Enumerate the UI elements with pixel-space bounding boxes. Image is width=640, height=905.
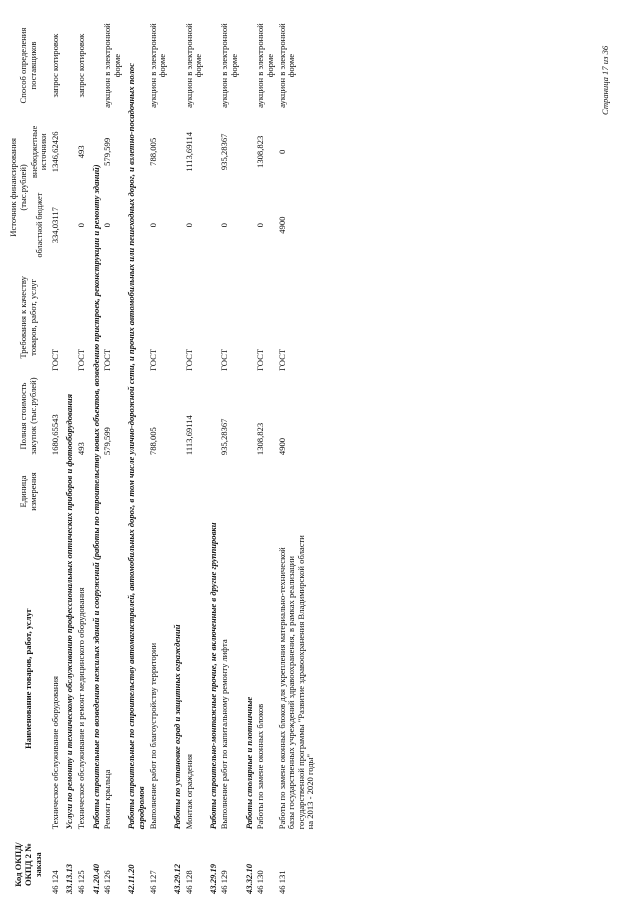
row-regional: 0 — [255, 223, 266, 228]
header-funding: Источник финансирования (тыс.рублей) — [8, 138, 28, 237]
row-name: Выполнение работ по капитальному ремонту лифта — [219, 639, 230, 830]
row-code: 46 127 — [147, 870, 158, 894]
header-quality: Требования к качеству товаров, работ, услуг — [18, 276, 38, 359]
row-method: аукцион в электронной форме — [147, 23, 168, 108]
procurement-table — [8, 17, 317, 897]
row-unit — [184, 458, 205, 525]
row-name: Техническое обслуживание и ремонт медицинского оборудования — [75, 587, 86, 830]
row-extra: 579,599 — [102, 137, 113, 166]
header-name: Наименование товаров, работ, услуг — [23, 608, 33, 749]
row-total: 1308,823 — [255, 422, 266, 456]
row-total: 788,005 — [147, 427, 158, 456]
section-row — [241, 17, 256, 897]
section-title: Работы строительные по возведению нежилых зданий и сооружений (работы по строительству новых объектов, возведению пристроек, реконструкции и ремонту зданий) — [90, 164, 101, 830]
section-code: 41.20.40 — [90, 863, 101, 894]
section-row — [169, 17, 184, 897]
table-row — [277, 17, 318, 897]
row-code: 46 126 — [102, 870, 113, 894]
row-quality: ГОСТ — [75, 348, 86, 371]
row-extra: 1346,62426 — [49, 131, 60, 173]
section-code: 33.13.13 — [64, 863, 75, 894]
section-code: 42.11.20 — [126, 864, 137, 894]
row-regional: 0 — [75, 223, 86, 228]
header-funding-extra: внебюджетные источники — [30, 125, 49, 178]
table-row — [184, 17, 205, 897]
section-code: 43.32.10 — [243, 863, 254, 894]
row-regional: 334,03117 — [49, 207, 60, 244]
row-total: 493 — [75, 442, 86, 456]
row-total: 1680,65543 — [49, 414, 60, 456]
table-row — [102, 17, 123, 897]
row-extra: 1113,69114 — [183, 131, 194, 172]
row-quality: ГОСТ — [183, 348, 194, 371]
table-row — [50, 17, 62, 897]
row-extra: 935,28367 — [219, 133, 230, 171]
row-code: 46 131 — [276, 870, 287, 894]
header-code: Код ОКПД/ ОКПД 2 № заказа — [13, 842, 43, 887]
section-row — [123, 17, 147, 897]
header-unit: Единица измерения — [18, 472, 38, 511]
table-body — [50, 17, 317, 897]
row-total: 4900 — [276, 437, 287, 456]
row-quality: ГОСТ — [102, 348, 113, 371]
section-row — [205, 17, 220, 897]
row-quality: ГОСТ — [49, 348, 60, 371]
row-unit — [219, 458, 240, 525]
row-unit — [255, 458, 276, 525]
row-method: запрос котировок — [49, 33, 60, 98]
row-method: аукцион в электронной форме — [255, 23, 275, 108]
row-unit — [148, 458, 169, 525]
row-code: 46 125 — [75, 870, 86, 894]
row-name: Ремонт крыльца — [102, 769, 113, 830]
row-quality: ГОСТ — [147, 348, 158, 371]
header-method: Способ определения поставщиков — [18, 27, 38, 104]
row-code: 46 124 — [49, 870, 60, 894]
row-unit — [50, 458, 62, 525]
row-extra: 788,005 — [147, 137, 158, 166]
table-row — [148, 17, 169, 897]
row-method: аукцион в электронной форме — [276, 23, 297, 108]
table-row — [255, 17, 276, 897]
row-regional: 4900 — [276, 216, 287, 234]
row-method: аукцион в электронной форме — [102, 23, 122, 108]
page-number: Страница 17 из 36 — [600, 45, 610, 115]
table-row — [219, 17, 240, 897]
section-title: Услуги по ремонту и техническому обслуживанию профессиональных оптических приборов и фотооборудования — [64, 393, 75, 830]
row-quality: ГОСТ — [276, 348, 287, 371]
row-extra: 1308,823 — [255, 135, 266, 168]
row-regional: 0 — [219, 223, 230, 228]
row-quality: ГОСТ — [255, 348, 266, 371]
row-total: 579,599 — [102, 427, 113, 456]
row-method: аукцион в электронной форме — [219, 23, 239, 108]
row-total: 935,28367 — [219, 418, 230, 456]
row-name: Монтаж ограждения — [183, 754, 194, 830]
section-title: Работы строительно-монтажные прочие, не включенные в другие группировки — [207, 522, 218, 830]
header-funding-regional: областной бюджет — [34, 192, 44, 258]
section-title: Работы строительные по строительству автомагистралей, автомобильных дорог, в том числе улично-дорожной сети, и прочих автомобильных или пешеходных дорог, и взлетно-посадочных полос аэродромов — [126, 62, 146, 830]
row-total: 1113,69114 — [183, 415, 194, 456]
row-extra: 0 — [276, 149, 287, 154]
row-unit — [76, 458, 88, 525]
row-regional: 0 — [183, 223, 194, 228]
section-code: 43.29.12 — [171, 863, 182, 894]
row-name: Техническое обслуживание оборудования — [49, 676, 60, 830]
row-code: 46 129 — [219, 870, 230, 894]
table-row — [76, 17, 88, 897]
row-method: аукцион в электронной форме — [183, 23, 204, 108]
row-extra: 493 — [75, 145, 86, 159]
row-name: Работы по замене оконных блоков для укрепления материально-технической базы государственных учреждений здравоохранения, в рамках реализации государственной программы "Развитие здравоохранения Владимирской области на 2013 - 2020 годы" — [276, 535, 316, 830]
section-code: 43.29.19 — [207, 863, 218, 894]
section-row — [61, 17, 76, 897]
section-title: Работы столярные и плотничные — [243, 696, 254, 830]
section-row — [88, 17, 103, 897]
row-method: запрос котировок — [75, 33, 86, 98]
row-code: 46 130 — [255, 870, 266, 894]
row-unit — [102, 458, 123, 525]
row-name: Выполнение работ по благоустройству территории — [147, 642, 158, 830]
row-unit — [277, 458, 318, 525]
row-regional: 0 — [102, 223, 113, 228]
section-title: Работы по установке оград и защитных ограждений — [171, 624, 182, 830]
row-code: 46 128 — [183, 870, 194, 894]
header-total: Полная стоимость закупок (тыс.рублей) — [18, 377, 38, 455]
row-quality: ГОСТ — [219, 348, 230, 371]
row-regional: 0 — [147, 223, 158, 228]
row-name: Работы по замене оконных блоков — [255, 703, 266, 830]
